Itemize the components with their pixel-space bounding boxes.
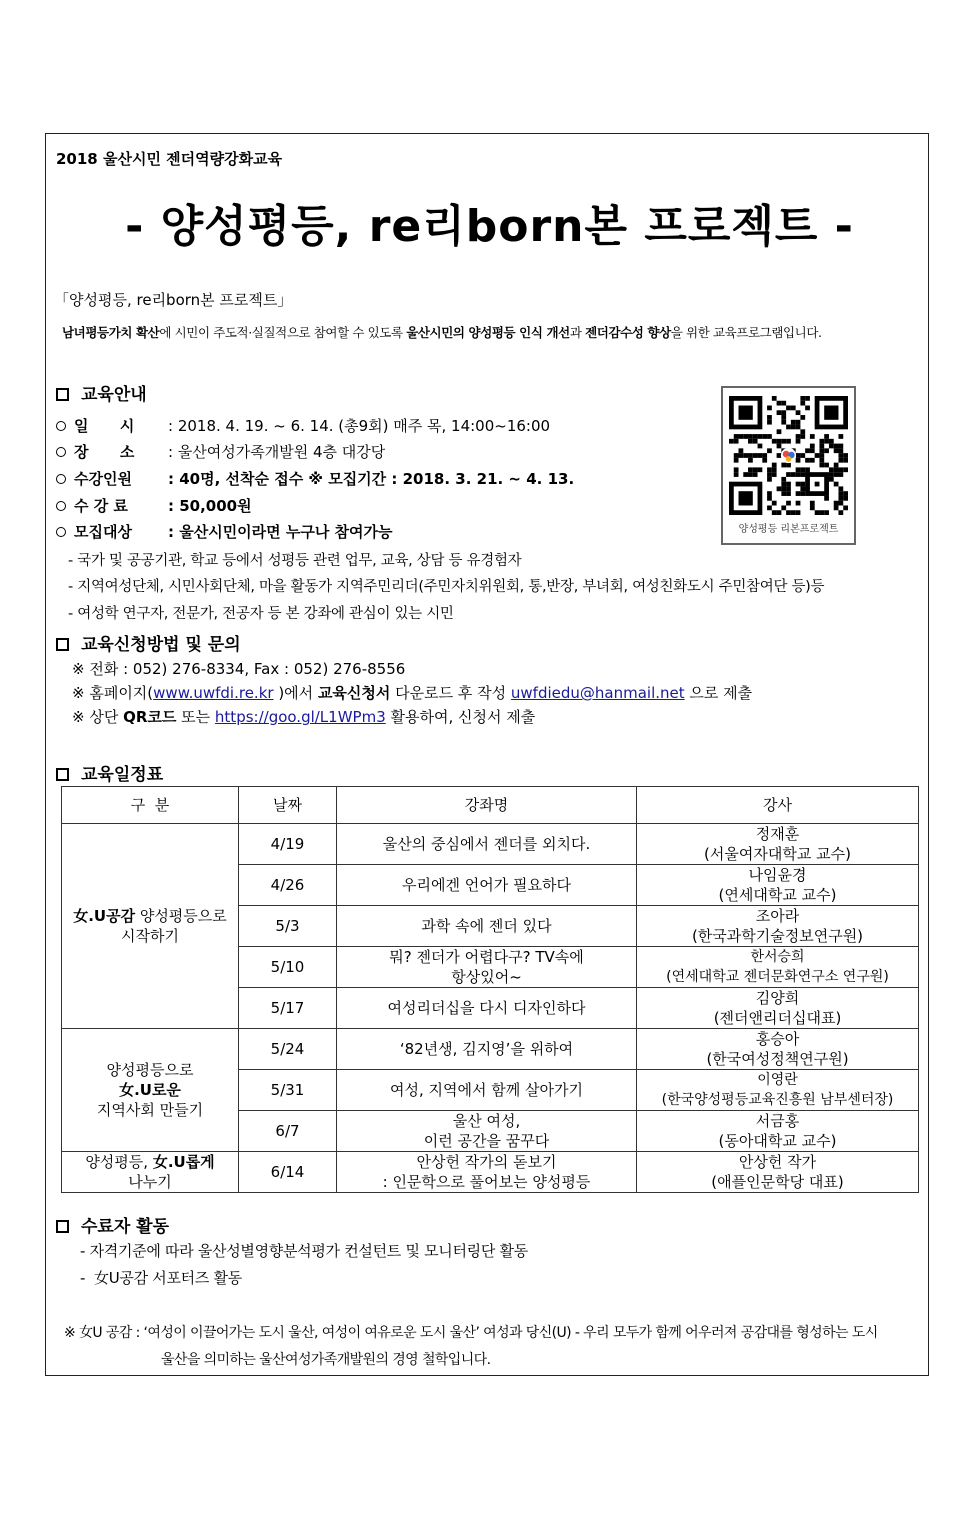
project-quote: 「양성평등, re리born본 프로젝트」 [54, 291, 293, 309]
homepage-link[interactable]: www.uwfdi.re.kr [153, 684, 274, 702]
intro-text-2: 과 [569, 325, 586, 340]
checkbox-square-icon [56, 388, 69, 401]
info-date [56, 415, 550, 436]
section-heading: 교육신청방법 및 문의 [81, 635, 241, 655]
intro-bold-2: 울산시민의 양성평등 인식 개선 [406, 325, 570, 340]
homepage-mid: )에서 [273, 684, 318, 702]
group-cell [62, 1152, 239, 1193]
homepage-prefix: ※ 홈페이지( [72, 684, 154, 702]
section-schedule [56, 760, 163, 785]
title-cell [337, 1152, 637, 1193]
lecturer-cell [637, 824, 919, 865]
lecturer-name: 서금홍 [755, 1112, 800, 1130]
contact-phone: ※ 전화 : 052) 276-8334, Fax : 052) 276-8556 [72, 660, 406, 678]
lecturer-name: 김양희 [755, 989, 800, 1007]
intro-bold-1: 남녀평등가치 확산 [62, 325, 160, 340]
table-header-row [62, 787, 919, 824]
group-text: 양성평등, [85, 1153, 153, 1171]
short-url-link[interactable]: https://goo.gl/L1WPm3 [214, 708, 386, 726]
lecturer-affiliation: (젠더앤리더십대표) [713, 1009, 842, 1027]
table-row [62, 1152, 919, 1193]
qr-code-icon [729, 396, 848, 515]
date-cell: 5/24 [239, 1029, 337, 1070]
date-cell: 4/19 [239, 824, 337, 865]
circle-bullet-icon [56, 501, 66, 511]
info-capacity [56, 468, 574, 489]
title-cell [337, 947, 637, 988]
title-cell: 우리에겐 언어가 필요하다 [337, 865, 637, 906]
lecturer-affiliation: (한국양성평등교육진흥원 남부센터장) [661, 1092, 894, 1108]
homepage-suffix: 으로 제출 [684, 684, 753, 702]
section-heading: 교육일정표 [81, 765, 164, 785]
footnote-line: ※ 女U 공감 : ‘여성이 이끌어가는 도시 울산, 여성이 여유로운 도시 울산’ 여성과 당신(U) - 우리 모두가 함께 어우러져 공감대를 형성하는 도시 [64, 1325, 878, 1341]
footnote-line: 울산을 의미하는 울산여성가족개발원의 경영 철학입니다. [161, 1352, 491, 1368]
checkbox-square-icon [56, 1220, 69, 1233]
info-place [56, 441, 385, 462]
graduate-item: - 女U공감 서포터즈 활동 [80, 1269, 242, 1287]
qr-mid: 또는 [176, 708, 215, 726]
checkbox-square-icon [56, 638, 69, 651]
lecturer-name: 이영란 [757, 1072, 798, 1088]
info-value: : 50,000원 [168, 497, 252, 515]
contact-homepage [72, 682, 752, 703]
lecturer-affiliation: (애플인문학당 대표) [711, 1173, 844, 1191]
group-cell [62, 1029, 239, 1152]
group-text: 시작하기 [121, 927, 179, 945]
info-label: 장 소 [74, 443, 135, 461]
circle-bullet-icon [56, 474, 66, 484]
lecturer-affiliation: (동아대학교 교수) [718, 1132, 837, 1150]
lecturer-affiliation: (연세대학교 젠더문화연구소 연구원) [666, 969, 889, 985]
document-title: - 양성평등, re리born본 프로젝트 - [125, 201, 854, 252]
section-heading: 수료자 활동 [81, 1217, 170, 1237]
target-item: - 국가 및 공공기관, 학교 등에서 성평등 관련 업무, 교육, 상담 등 유경험자 [68, 553, 522, 569]
info-label: 모집대상 [74, 523, 132, 541]
lecturer-cell [637, 947, 919, 988]
date-cell: 6/14 [239, 1152, 337, 1193]
info-value: : 울산시민이라면 누구나 참여가능 [168, 523, 393, 541]
homepage-after: 다운로드 후 작성 [390, 684, 511, 702]
column-header: 강좌명 [337, 787, 637, 824]
group-text: 지역사회 만들기 [96, 1101, 204, 1119]
intro-bold-3: 젠더감수성 향상 [585, 325, 671, 340]
lecturer-name: 조아라 [755, 907, 800, 925]
table-row [62, 1029, 919, 1070]
title-line: 이런 공간을 꿈꾸다 [423, 1132, 550, 1150]
qr-caption: 양성평등 리본프로젝트 [738, 524, 839, 535]
date-cell: 5/3 [239, 906, 337, 947]
lecturer-name: 홍승아 [755, 1030, 800, 1048]
lecturer-cell [637, 1152, 919, 1193]
circle-bullet-icon [56, 527, 66, 537]
section-graduate [56, 1212, 169, 1237]
date-cell: 4/26 [239, 865, 337, 906]
intro-text-1: 에 시민이 주도적·실질적으로 참여할 수 있도록 [159, 325, 407, 340]
section-heading: 교육안내 [81, 385, 147, 405]
info-value: : 울산여성가족개발원 4층 대강당 [168, 443, 386, 461]
lecturer-name: 나임윤경 [748, 866, 807, 884]
circle-bullet-icon [56, 421, 66, 431]
group-text: 양성평등으로 [135, 907, 227, 925]
schedule-table [61, 786, 919, 1193]
lecturer-cell [637, 1029, 919, 1070]
section-application [56, 630, 241, 655]
intro-text [62, 323, 822, 341]
info-value: : 40명, 선착순 접수 ※ 모집기간 : 2018. 3. 21. ~ 4. 13. [168, 470, 575, 488]
date-cell: 5/31 [239, 1070, 337, 1111]
title-cell [337, 1111, 637, 1152]
title-line: 안상헌 작가의 돋보기 [416, 1153, 557, 1171]
lecturer-affiliation: (한국여성정책연구원) [706, 1050, 849, 1068]
lecturer-cell [637, 1111, 919, 1152]
circle-bullet-icon [56, 447, 66, 457]
table-row [62, 824, 919, 865]
target-item: - 지역여성단체, 시민사회단체, 마을 활동가 지역주민리더(주민자치위원회, 통,반장, 부녀회, 여성친화도시 주민참여단 등)등 [68, 579, 825, 595]
qr-label: QR코드 [123, 708, 177, 726]
section-education-info [56, 380, 147, 405]
info-value: : 2018. 4. 19. ~ 6. 14. (총9회) 매주 목, 14:00~16:00 [168, 417, 551, 435]
email-link[interactable]: uwfdiedu@hanmail.net [510, 684, 685, 702]
graduate-item: - 자격기준에 따라 울산성별영향분석평가 컨설턴트 및 모니터링단 활동 [80, 1242, 528, 1260]
document-subtitle: 2018 울산시민 젠더역량강화교육 [56, 150, 283, 168]
date-cell: 5/17 [239, 988, 337, 1029]
info-target [56, 521, 393, 542]
qr-code[interactable] [721, 386, 856, 545]
qr-prefix: ※ 상단 [72, 708, 124, 726]
title-cell: 여성리더십을 다시 디자인하다 [337, 988, 637, 1029]
lecturer-cell [637, 865, 919, 906]
info-label: 수 강 료 [74, 497, 128, 515]
title-line: 뭐? 젠더가 어렵다구? TV속에 [389, 948, 584, 966]
lecturer-name: 정재훈 [755, 825, 800, 843]
date-cell: 6/7 [239, 1111, 337, 1152]
lecturer-cell [637, 1070, 919, 1111]
lecturer-cell [637, 988, 919, 1029]
intro-text-3: 을 위한 교육프로그램입니다. [670, 325, 822, 340]
title-cell: 과학 속에 젠더 있다 [337, 906, 637, 947]
group-text: 양성평등으로 [106, 1061, 194, 1079]
column-header: 날짜 [239, 787, 337, 824]
group-cell [62, 824, 239, 1029]
info-label: 수강인원 [74, 470, 132, 488]
column-header: 강사 [637, 787, 919, 824]
group-text: 나누기 [128, 1173, 172, 1191]
lecturer-affiliation: (연세대학교 교수) [718, 886, 837, 904]
date-cell: 5/10 [239, 947, 337, 988]
info-label: 일 시 [74, 417, 135, 435]
lecturer-name: 안상헌 작가 [738, 1153, 817, 1171]
title-cell: ‘82년생, 김지영’을 위하여 [337, 1029, 637, 1070]
group-bold: 女.U공감 [73, 907, 136, 925]
contact-qr [72, 706, 535, 727]
title-line: 울산 여성, [452, 1112, 521, 1130]
lecturer-affiliation: (서울여자대학교 교수) [704, 845, 851, 863]
target-item: - 여성학 연구자, 전문가, 전공자 등 본 강좌에 관심이 있는 시민 [68, 606, 454, 622]
qr-suffix: 활용하여, 신청서 제출 [385, 708, 536, 726]
application-form-label: 교육신청서 [317, 684, 391, 702]
title-cell: 울산의 중심에서 젠더를 외치다. [337, 824, 637, 865]
group-bold: 女.U롭게 [152, 1153, 215, 1171]
lecturer-cell [637, 906, 919, 947]
checkbox-square-icon [56, 768, 69, 781]
lecturer-name: 한서승희 [750, 949, 805, 965]
title-line: 항상있어~ [451, 968, 522, 986]
title-cell: 여성, 지역에서 함께 살아가기 [337, 1070, 637, 1111]
column-header: 구 분 [62, 787, 239, 824]
title-line: : 인문학으로 풀어보는 양성평등 [382, 1173, 591, 1191]
group-bold: 女.U로운 [119, 1081, 181, 1099]
info-fee [56, 495, 252, 516]
lecturer-affiliation: (한국과학기술정보연구원) [691, 927, 864, 945]
